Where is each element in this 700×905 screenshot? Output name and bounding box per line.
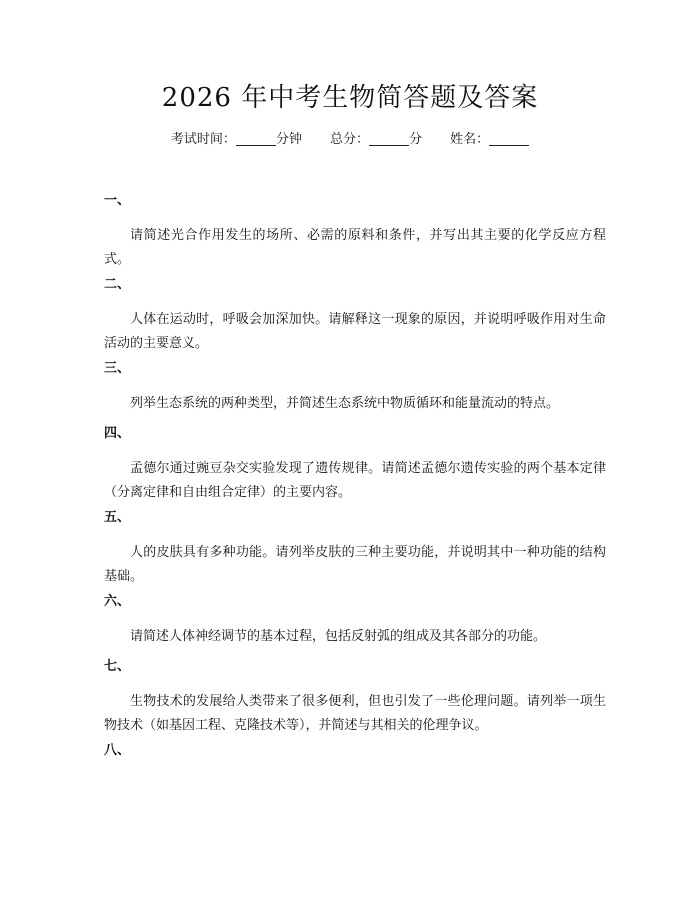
question-1 (104, 191, 606, 272)
question-number: 四、 (104, 426, 131, 441)
question-5 (104, 508, 606, 589)
exam-time-label: 考试时间： (170, 132, 236, 147)
question-number: 三、 (104, 361, 131, 376)
page-title: 2026 年中考生物简答题及答案 (161, 83, 539, 113)
question-text: 请简述光合作用发生的场所、必需的原料和条件，并写出其主要的化学反应方程式。 (104, 228, 606, 267)
question-number: 五、 (104, 510, 131, 525)
question-8 (104, 741, 606, 761)
question-7 (104, 657, 606, 738)
question-text: 生物技术的发展给人类带来了很多便利，但也引发了一些伦理问题。请列举一项生物技术（如基因工程、克隆技术等），并简述与其相关的伦理争议。 (104, 694, 606, 733)
question-number: 七、 (104, 659, 131, 674)
question-number: 一、 (104, 193, 131, 208)
exam-time-blank (236, 145, 276, 146)
name-blank (489, 145, 529, 146)
exam-info-line (0, 130, 700, 150)
question-text: 孟德尔通过豌豆杂交实验发现了遗传规律。请简述孟德尔遗传实验的两个基本定律（分离定律和自由组合定律）的主要内容。 (104, 461, 606, 500)
total-score-unit: 分 (409, 132, 423, 147)
question-4 (104, 424, 606, 505)
total-score-blank (369, 145, 409, 146)
question-number: 二、 (104, 277, 131, 292)
question-text: 列举生态系统的两种类型，并简述生态系统中物质循环和能量流动的特点。 (130, 396, 560, 411)
question-3 (104, 359, 606, 416)
exam-time-unit: 分钟 (275, 132, 302, 147)
total-score-field (330, 132, 422, 147)
question-2 (104, 275, 606, 356)
total-score-label: 总分： (329, 132, 369, 147)
name-label: 姓名： (450, 132, 490, 147)
question-number: 六、 (104, 594, 131, 609)
question-6 (104, 592, 606, 649)
exam-time-field (171, 132, 302, 147)
question-number: 八、 (104, 743, 131, 758)
question-text: 请简述人体神经调节的基本过程，包括反射弧的组成及其各部分的功能。 (130, 629, 547, 644)
question-text: 人体在运动时，呼吸会加深加快。请解释这一现象的原因，并说明呼吸作用对生命活动的主要意义。 (104, 312, 606, 351)
name-field (450, 132, 529, 147)
question-text: 人的皮肤具有多种功能。请列举皮肤的三种主要功能，并说明其中一种功能的结构基础。 (104, 545, 606, 584)
